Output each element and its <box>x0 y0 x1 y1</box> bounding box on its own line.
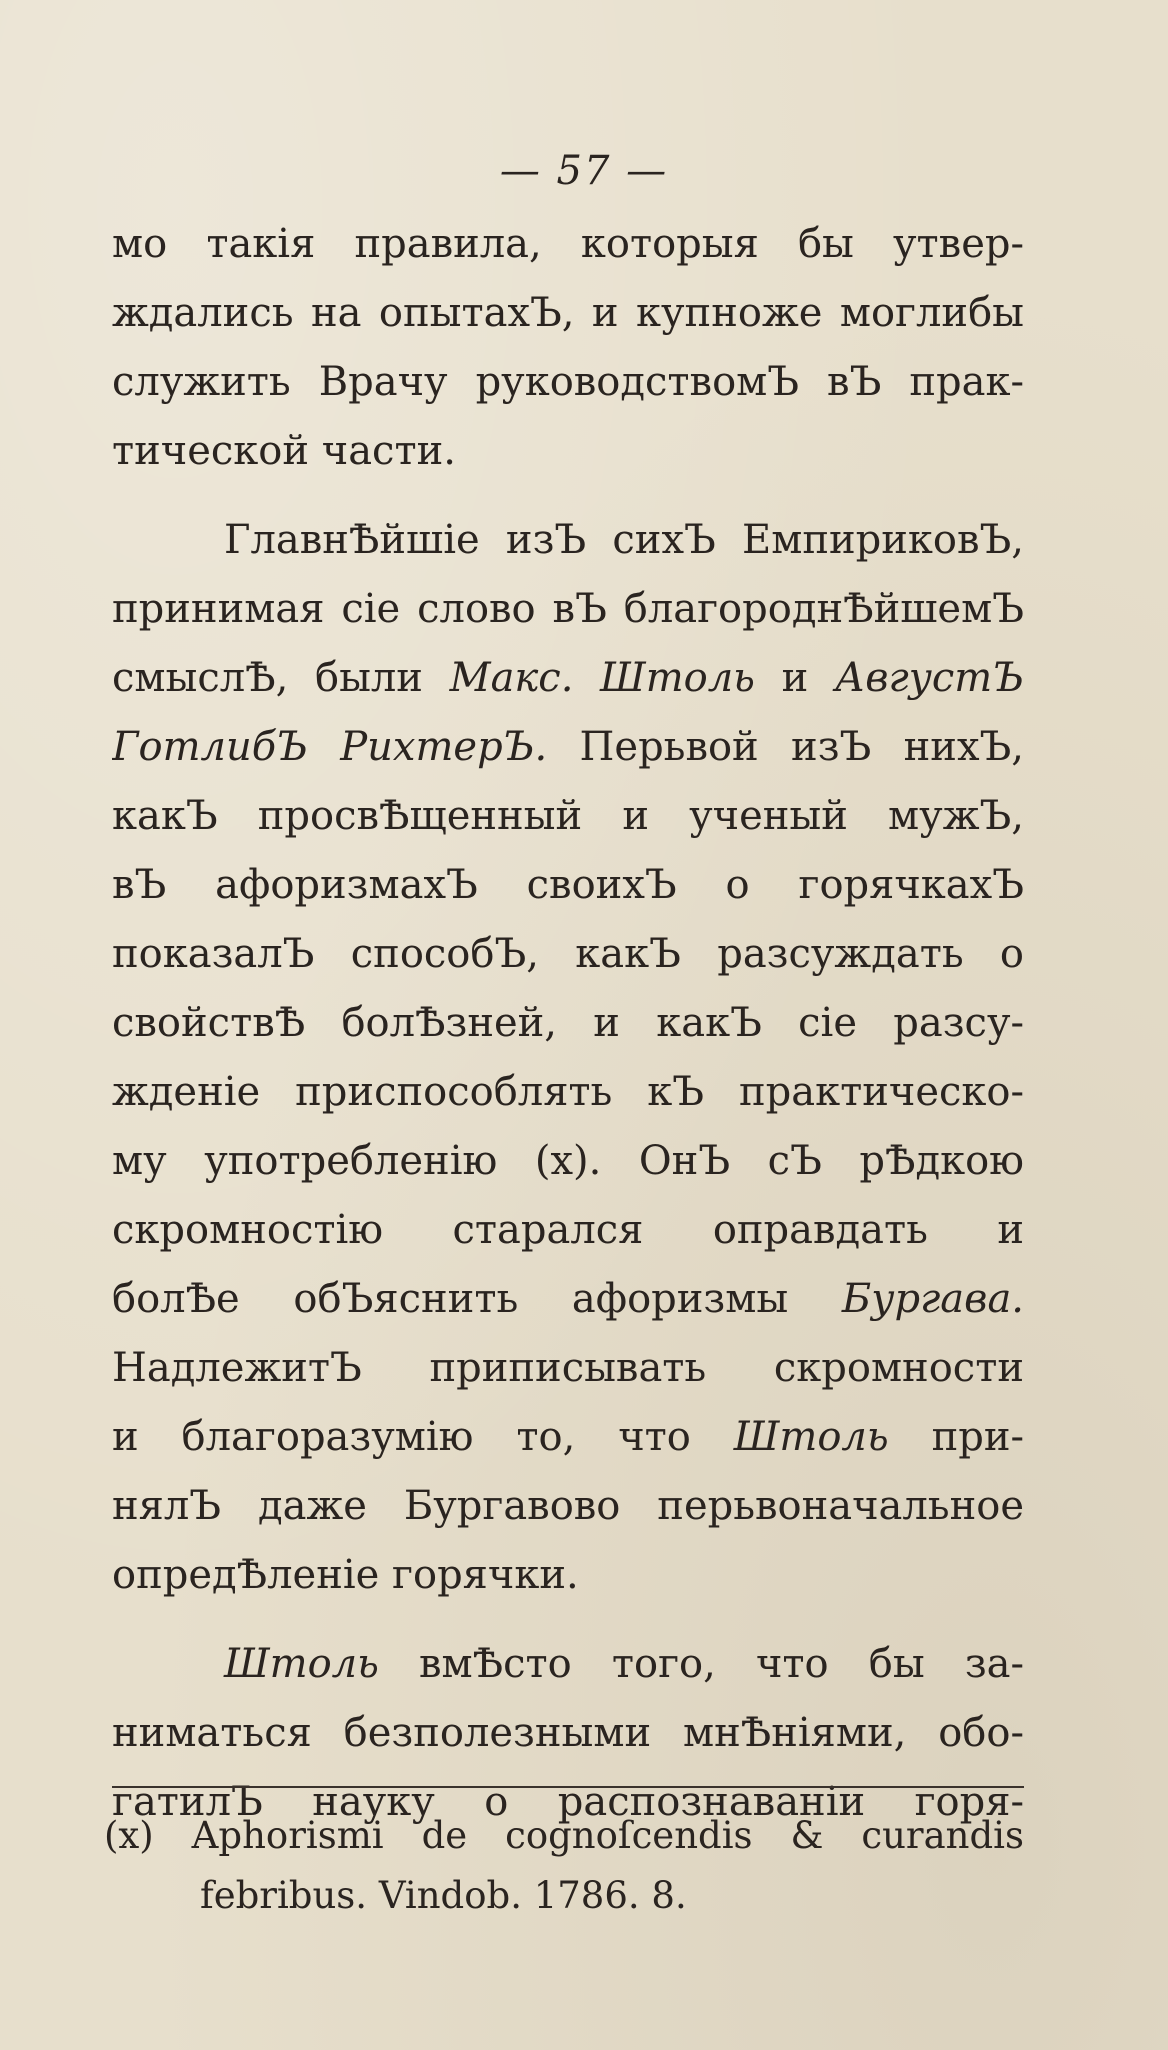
text-run: ниматься безполезными мнѢніями, обо- <box>112 1710 1024 1756</box>
footnote-line: (x) Aphorismi de cognoſcendis & curandis <box>104 1814 1024 1857</box>
text-run: гатилЪ науку о распознаваніи горя- <box>112 1779 1024 1825</box>
text-line <box>112 506 1024 575</box>
body-text <box>112 210 1024 1837</box>
text-run: болѢе обЪяснить афоризмы <box>112 1276 842 1322</box>
italic-name: АвгустЪ <box>834 655 1024 701</box>
text-run: при- <box>888 1414 1024 1460</box>
text-line <box>112 1196 1024 1265</box>
italic-name: Штоль <box>224 1641 379 1687</box>
text-line: тической части. <box>112 428 456 474</box>
text-run: показалЪ способЪ, какЪ разсуждать о <box>112 931 1024 977</box>
text-run: вЪ афоризмахЪ своихЪ о горячкахЪ <box>112 862 1024 908</box>
footnote-divider <box>112 1786 1024 1788</box>
text-line <box>112 851 1024 920</box>
text-line <box>112 1630 1024 1699</box>
text-run: жденіе приспособлять кЪ практическо- <box>112 1069 1024 1115</box>
text-run: принимая сіе слово вЪ благороднѢйшемЪ <box>112 586 1024 632</box>
italic-name: Бургава. <box>841 1276 1024 1322</box>
text-line: служить Врачу руководствомЪ вЪ прак- <box>112 359 1024 405</box>
text-run: вмѢсто того, что бы за- <box>378 1641 1024 1687</box>
text-run: свойствѢ болѢзней, и какЪ сіе разсу- <box>112 1000 1024 1046</box>
italic-name: Макс. Штоль <box>449 655 755 701</box>
footnote <box>104 1806 1024 1926</box>
text-line <box>112 1472 1024 1541</box>
text-line <box>112 1541 1024 1610</box>
text-line: мо такія правила, которыя бы утвер- <box>112 221 1024 267</box>
text-line <box>112 1699 1024 1768</box>
text-line <box>112 920 1024 989</box>
text-line <box>112 1334 1024 1403</box>
text-run: и <box>754 655 835 701</box>
text-line <box>112 989 1024 1058</box>
italic-name: ГотлибЪ РихтерЪ. <box>112 724 548 770</box>
paragraph-gap <box>112 486 1024 506</box>
text-run: какЪ просвѢщенный и ученый мужЪ, <box>112 793 1024 839</box>
page-number: — 57 — <box>499 148 669 194</box>
text-run: Перьвой изЪ нихЪ, <box>547 724 1024 770</box>
text-run: скромностію старался оправдать и <box>112 1207 1024 1253</box>
text-run: опредѢленіе горячки. <box>112 1552 579 1598</box>
text-run: нялЪ даже Бургавово перьвоначальное <box>112 1483 1024 1529</box>
text-run: ГлавнѢйшіе изЪ сихЪ ЕмпириковЪ, <box>224 517 1024 563</box>
footnote-line: febribus. Vindob. 1786. 8. <box>200 1874 687 1917</box>
text-line: ждались на опытахЪ, и купноже моглибы <box>112 290 1024 336</box>
text-line <box>112 1127 1024 1196</box>
text-line <box>112 644 1024 713</box>
text-line <box>112 1265 1024 1334</box>
text-run: смыслѢ, были <box>112 655 450 701</box>
text-run: НадлежитЪ приписывать скромности <box>112 1345 1024 1391</box>
italic-name: Штоль <box>733 1414 889 1460</box>
text-run: и благоразумію то, что <box>112 1414 734 1460</box>
text-run: му употребленію (x). ОнЪ сЪ рѢдкою <box>112 1138 1024 1184</box>
text-line <box>112 1403 1024 1472</box>
text-line <box>112 1058 1024 1127</box>
text-line <box>112 713 1024 782</box>
text-line <box>112 782 1024 851</box>
paragraph-gap <box>112 1610 1024 1630</box>
text-line <box>112 575 1024 644</box>
